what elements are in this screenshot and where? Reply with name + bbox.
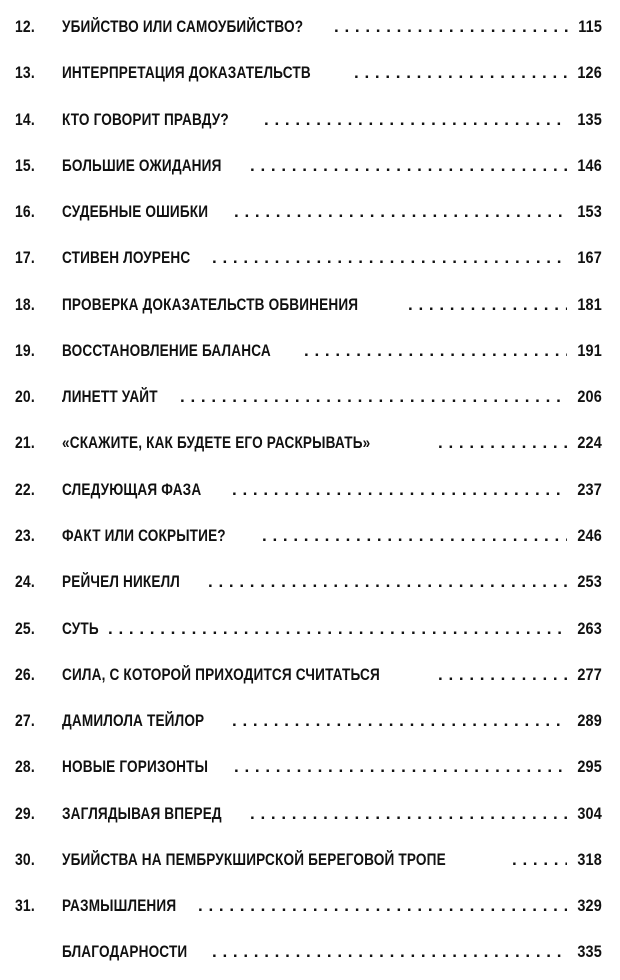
dot-leader [408, 290, 567, 320]
dot-leader [262, 521, 567, 551]
entry-title: ЛИНЕТТ УАЙТ [62, 387, 158, 406]
entry-page-number: 295 [577, 757, 602, 776]
toc-entry-23[interactable] [0, 521, 620, 551]
dot-leader [334, 12, 568, 42]
toc-entry-18[interactable] [0, 290, 620, 320]
entry-title: ВОССТАНОВЛЕНИЕ БАЛАНСА [62, 341, 271, 360]
toc-entry-21[interactable] [0, 428, 620, 458]
dot-leader [180, 382, 567, 412]
entry-number: 15. [15, 156, 35, 175]
entry-number: 30. [15, 850, 35, 869]
dot-leader [250, 151, 567, 181]
toc-entry-14[interactable] [0, 105, 620, 135]
entry-title: СИЛА, С КОТОРОЙ ПРИХОДИТСЯ СЧИТАТЬСЯ [62, 665, 380, 684]
entry-page-number: 206 [577, 387, 602, 406]
entry-title: НОВЫЕ ГОРИЗОНТЫ [62, 757, 209, 776]
entry-number: 18. [15, 295, 35, 314]
entry-page-number: 126 [577, 63, 602, 82]
entry-page-number: 289 [577, 711, 602, 730]
toc-entry-28[interactable] [0, 752, 620, 782]
entry-page-number: 146 [577, 156, 602, 175]
toc-entry-20[interactable] [0, 382, 620, 412]
entry-title: СЛЕДУЮЩАЯ ФАЗА [62, 480, 202, 499]
dot-leader [212, 937, 567, 967]
dot-leader [108, 614, 567, 644]
entry-page-number: 304 [577, 804, 602, 823]
dot-leader [208, 567, 567, 597]
toc-entry-22[interactable] [0, 475, 620, 505]
entry-page-number: 191 [577, 341, 602, 360]
toc-entry-12[interactable] [0, 12, 620, 42]
dot-leader [512, 845, 567, 875]
entry-number: 21. [15, 433, 35, 452]
dot-leader [212, 243, 567, 273]
entry-page-number: 277 [577, 665, 602, 684]
dot-leader [232, 706, 567, 736]
entry-title: БЛАГОДАРНОСТИ [62, 942, 188, 961]
toc-entry-15[interactable] [0, 151, 620, 181]
toc-entry-19[interactable] [0, 336, 620, 366]
entry-title: ИНТЕРПРЕТАЦИЯ ДОКАЗАТЕЛЬСТВ [62, 63, 311, 82]
toc-entry-30[interactable] [0, 845, 620, 875]
entry-page-number: 263 [577, 619, 602, 638]
dot-leader [438, 428, 567, 458]
toc-entry-27[interactable] [0, 706, 620, 736]
entry-page-number: 253 [577, 572, 602, 591]
dot-leader [234, 752, 567, 782]
entry-title: УБИЙСТВА НА ПЕМБРУКШИРСКОЙ БЕРЕГОВОЙ ТРОПЕ [62, 850, 446, 869]
entry-page-number: 167 [577, 248, 602, 267]
entry-page-number: 153 [577, 202, 602, 221]
entry-title: КТО ГОВОРИТ ПРАВДУ? [62, 110, 229, 129]
entry-title: ФАКТ ИЛИ СОКРЫТИЕ? [62, 526, 226, 545]
entry-page-number: 329 [577, 896, 602, 915]
dot-leader [232, 475, 567, 505]
entry-number: 29. [15, 804, 35, 823]
entry-number: 16. [15, 202, 35, 221]
entry-title: ЗАГЛЯДЫВАЯ ВПЕРЕД [62, 804, 222, 823]
entry-number: 25. [15, 619, 35, 638]
toc-entry-16[interactable] [0, 197, 620, 227]
dot-leader [354, 58, 567, 88]
entry-title: СУТЬ [62, 619, 99, 638]
entry-number: 20. [15, 387, 35, 406]
entry-title: РАЗМЫШЛЕНИЯ [62, 896, 177, 915]
entry-title: ДАМИЛОЛА ТЕЙЛОР [62, 711, 205, 730]
entry-number: 27. [15, 711, 35, 730]
toc-entry-26[interactable] [0, 660, 620, 690]
entry-number: 13. [15, 63, 35, 82]
dot-leader [264, 105, 567, 135]
toc-entry-17[interactable] [0, 243, 620, 273]
dot-leader [198, 891, 567, 921]
entry-number: 14. [15, 110, 35, 129]
entry-title: РЕЙЧЕЛ НИКЕЛЛ [62, 572, 180, 591]
entry-page-number: 318 [577, 850, 602, 869]
entry-title: СТИВЕН ЛОУРЕНС [62, 248, 191, 267]
toc-entry-24[interactable] [0, 567, 620, 597]
entry-page-number: 135 [577, 110, 602, 129]
entry-title: «СКАЖИТЕ, КАК БУДЕТЕ ЕГО РАСКРЫВАТЬ» [62, 433, 371, 452]
dot-leader [304, 336, 567, 366]
dot-leader [438, 660, 567, 690]
toc-entry-31[interactable] [0, 891, 620, 921]
dot-leader [234, 197, 567, 227]
entry-number: 28. [15, 757, 35, 776]
entry-number: 19. [15, 341, 35, 360]
entry-number: 23. [15, 526, 35, 545]
toc-entry-25[interactable] [0, 614, 620, 644]
entry-number: 22. [15, 480, 35, 499]
toc-entry-13[interactable] [0, 58, 620, 88]
toc-entry-acknowledgements[interactable] [0, 937, 620, 967]
entry-page-number: 181 [577, 295, 602, 314]
toc-entry-29[interactable] [0, 799, 620, 829]
entry-page-number: 224 [577, 433, 602, 452]
entry-number: 24. [15, 572, 35, 591]
entry-page-number: 246 [577, 526, 602, 545]
entry-number: 12. [15, 17, 35, 36]
entry-page-number: 237 [577, 480, 602, 499]
entry-page-number: 335 [577, 942, 602, 961]
entry-number: 31. [15, 896, 35, 915]
entry-number: 17. [15, 248, 35, 267]
entry-title: СУДЕБНЫЕ ОШИБКИ [62, 202, 209, 221]
entry-title: ПРОВЕРКА ДОКАЗАТЕЛЬСТВ ОБВИНЕНИЯ [62, 295, 359, 314]
entry-title: УБИЙСТВО ИЛИ САМОУБИЙСТВО? [62, 17, 304, 36]
dot-leader [250, 799, 567, 829]
entry-title: БОЛЬШИЕ ОЖИДАНИЯ [62, 156, 222, 175]
entry-page-number: 115 [578, 17, 602, 36]
entry-number: 26. [15, 665, 35, 684]
